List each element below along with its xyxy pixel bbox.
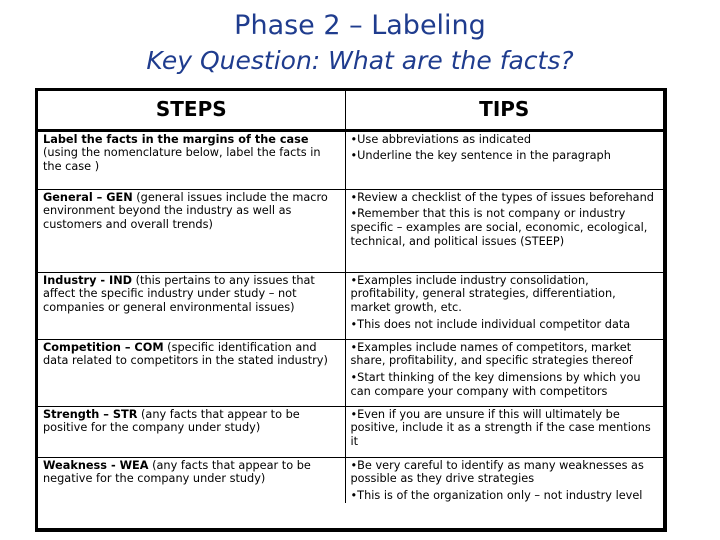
title-line-1: Phase 2 – Labeling: [234, 10, 486, 41]
table-row: [38, 339, 663, 406]
step-label: General – GEN: [43, 190, 133, 204]
step-cell: [38, 457, 345, 503]
tips-cell: [345, 406, 663, 457]
step-description: (this pertains to any issues that affect the specific industry under study – not companies or general environmental issues): [43, 273, 315, 314]
table-row: [38, 457, 663, 503]
tips-cell: [345, 189, 663, 272]
step-label: Weakness - WEA: [43, 458, 149, 472]
step-cell: [38, 189, 345, 272]
step-cell: [38, 130, 345, 189]
tip-item: •Be very careful to identify as many weaknesses as possible as they drive strategies: [350, 458, 644, 486]
step-description: (using the nomenclature below, label the facts in the case ): [43, 146, 321, 173]
header-tips: TIPS: [345, 91, 663, 130]
step-description: (any facts that appear to be negative for the company under study): [43, 458, 311, 486]
tip-item: •Remember that this is not company or industry specific – examples are social, economic, ecological, technical, and political issues (STEEP): [350, 207, 648, 248]
step-cell: [38, 339, 345, 406]
slide-title: [0, 8, 720, 78]
tip-item: •This is of the organization only – not industry level: [350, 488, 643, 502]
tip-item: •This does not include individual competitor data: [350, 317, 631, 331]
step-cell: [38, 272, 345, 339]
tip-item: •Review a checklist of the types of issues beforehand: [350, 190, 654, 204]
tip-item: •Underline the key sentence in the paragraph: [350, 149, 611, 163]
step-cell: [38, 406, 345, 457]
tip-item: •Examples include industry consolidation, profitability, general strategies, differentiation, market growth, etc.: [350, 273, 616, 314]
table-row: [38, 272, 663, 339]
header-steps: STEPS: [38, 91, 345, 130]
tip-item: •Use abbreviations as indicated: [350, 132, 532, 146]
step-label: Industry - IND: [43, 273, 133, 287]
step-label: Label the facts in the margins of the case: [43, 132, 309, 146]
tips-cell: [345, 339, 663, 406]
step-label: Strength – STR: [43, 407, 138, 421]
table-row: [38, 130, 663, 189]
tips-cell: [345, 457, 663, 503]
tips-cell: [345, 130, 663, 189]
tip-item: •Even if you are unsure if this will ultimately be positive, include it as a strength if the case mentions it: [350, 407, 651, 448]
step-label: Competition – COM: [43, 340, 164, 354]
tip-item: •Start thinking of the key dimensions by which you can compare your company with competitors: [350, 370, 641, 398]
tips-cell: [345, 272, 663, 339]
step-description: (any facts that appear to be positive for the company under study): [43, 407, 300, 435]
step-description: (specific identification and data related to competitors in the stated industry): [43, 340, 328, 368]
table-row: [38, 406, 663, 457]
table-row: [38, 189, 663, 272]
tip-item: •Examples include names of competitors, market share, profitability, and specific strategies thereof: [350, 340, 633, 368]
step-description: (general issues include the macro environment beyond the industry as well as customers and overall trends): [43, 190, 328, 231]
title-line-2: Key Question: What are the facts?: [146, 46, 574, 75]
steps-tips-table: [35, 88, 667, 532]
header-row: [38, 91, 663, 130]
